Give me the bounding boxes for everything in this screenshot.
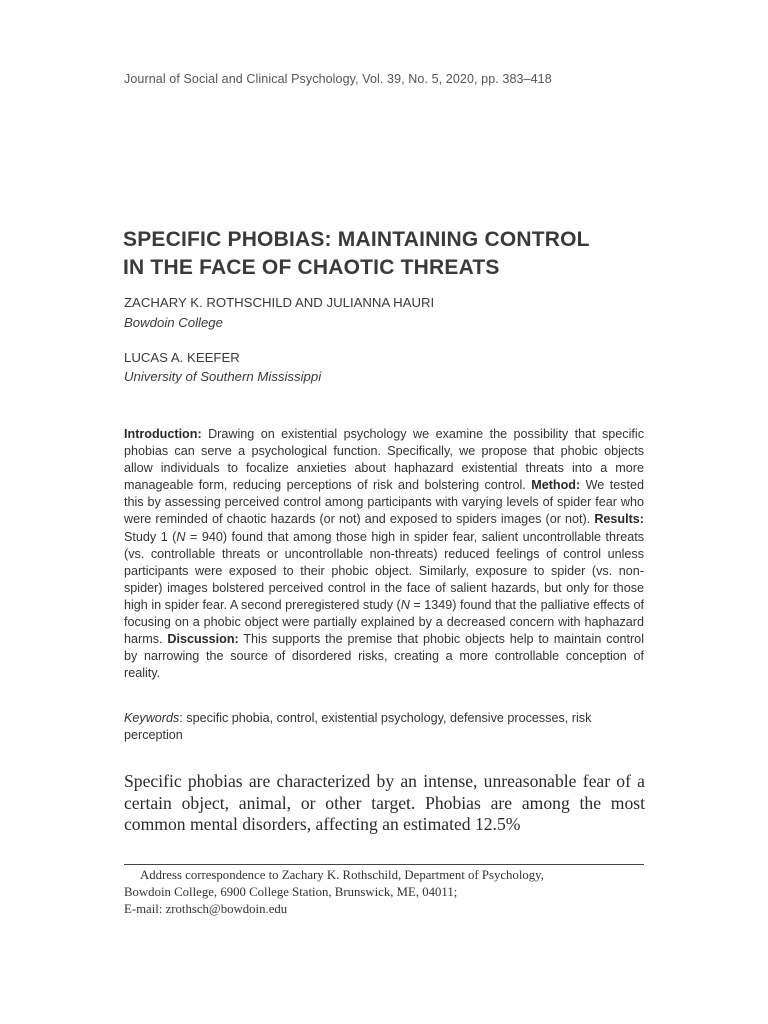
abstract-discussion-label: Discussion: [167,632,239,647]
author-affiliation-2: University of Southern Mississippi [124,369,322,384]
abstract-results-text-b: = 940) found that among those high in spider fear, salient uncontrollable threats (vs. controllable threats or uncontrollable non-threats) reduced feelings of control unless participants were exposed to their phobic object. Similarly, exposure to spider (vs. non-spider) images bolstered perceived control in the face of salient hazards, but only for those high in spider fear. A second preregistered study ( [124,529,644,612]
author-affiliation-1: Bowdoin College [124,315,223,330]
abstract-intro-label: Introduction: [124,427,202,441]
abstract [124,426,644,682]
running-head: Journal of Social and Clinical Psychology, Vol. 39, No. 5, 2020, pp. 383–418 [124,72,552,86]
footnote-line-1: Address correspondence to Zachary K. Rothschild, Department of Psychology, [140,868,544,882]
author-names-1: ZACHARY K. ROTHSCHILD AND JULIANNA HAURI [124,295,435,310]
abstract-method-label: Method: [531,478,581,493]
article-title [123,226,663,282]
abstract-results-text-a: Study 1 ( [124,529,177,544]
keywords-text: : specific phobia, control, existential psychology, defensive processes, risk perception [124,711,592,742]
footnote-email: E-mail: zrothsch@bowdoin.edu [124,902,288,917]
abstract-method-text: We tested this by assessing perceived control among participants with varying levels of spider fear who were reminded of chaotic hazards (or not) and exposed to spiders images (or not). [124,478,644,527]
abstract-n-variable-1: N [176,529,186,544]
author-names-2: LUCAS A. KEEFER [124,350,240,365]
footnote [124,867,644,919]
abstract-discussion-text: This supports the premise that phobic objects help to maintain control by narrowing the source of disordered risks, creating a more controllable conception of reality. [124,632,644,681]
keywords-label: Keywords [124,711,180,725]
footnote-line-2: Bowdoin College, 6900 College Station, Brunswick, ME, 04011; [124,885,458,900]
footnote-divider [124,864,644,865]
abstract-n-variable-2: N [400,597,410,612]
keywords [124,710,644,744]
abstract-results-text-c: = 1349) found that the palliative effects of focusing on a phobic object were partially explained by a decreased concern with haphazard harms. [124,597,645,647]
abstract-intro-text: Drawing on existential psychology we examine the possibility that specific phobias can serve a psychological function. Specifically, we propose that phobic objects allow individuals to focalize anxieties about haphazard existential threats into a more manageable form, reducing perceptions of risk and bolstering control. [124,427,644,493]
body-paragraph: Specific phobias are characterized by an intense, unreasonable fear of a certain object, animal, or other target. Phobias are among the most common mental disorders, affecting an estimated 12.5% [124,771,645,834]
article-title-line-2: IN THE FACE OF CHAOTIC THREATS [123,256,500,279]
abstract-results-label: Results: [594,512,644,527]
article-title-line-1: SPECIFIC PHOBIAS: MAINTAINING CONTROL [123,228,590,251]
